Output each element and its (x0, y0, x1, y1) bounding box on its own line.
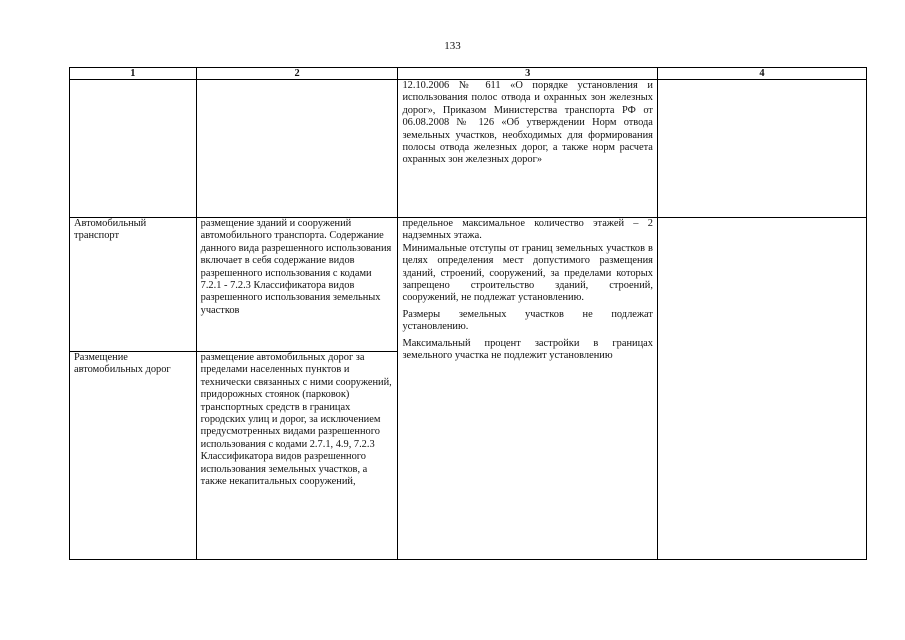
table-cell: размещение зданий и сооружений автомобильного транспорта. Содержание данного вида разрешенного использования включает в себя содержание видов разрешенного использования с кодами 7.2.1 - 7.2.3 Классификатора видов разрешенного использования земельных участков (196, 218, 398, 352)
paragraph: Максимальный процент застройки в границах земельного участка не подлежит установлению (402, 337, 653, 362)
table-header-row (70, 68, 867, 80)
column-header-3: 3 (398, 68, 657, 80)
table-cell: Автомобильный транспорт (70, 218, 197, 352)
table-cell-merged (398, 218, 657, 560)
table-cell: 12.10.2006 № 611 «О порядке установления и использования полос отвода и охранных зон железных дорог», Приказом Министерства транспорта РФ от 06.08.2008 № 126 «Об утверждении Норм отвода земельных участков, необходимых для формирования полосы отвода железных дорог, а также норм расчета охранных зон железных дорог» (398, 80, 657, 218)
paragraph: Минимальные отступы от границ земельных участков в целях определения мест допустимого размещения зданий, строений, сооружений, за пределами которых запрещено строительство зданий, строений, сооружений, не подлежат установлению. (402, 242, 653, 304)
table-cell (657, 80, 866, 218)
paragraph: предельное максимальное количество этажей – 2 надземных этажа. (402, 218, 653, 242)
land-use-table (69, 67, 867, 560)
page-number: 133 (444, 40, 461, 52)
column-header-1: 1 (70, 68, 197, 80)
paragraph: Размеры земельных участков не подлежат установлению. (402, 308, 653, 333)
column-header-2: 2 (196, 68, 398, 80)
table-cell (196, 80, 398, 218)
column-header-4: 4 (657, 68, 866, 80)
table-cell (70, 80, 197, 218)
table-row (70, 218, 867, 352)
table-row (70, 80, 867, 218)
table-cell: Размещение автомобильных дорог (70, 352, 197, 560)
table-cell (657, 218, 866, 560)
table-cell: размещение автомобильных дорог за пределами населенных пунктов и технически связанных с ними сооружений, придорожных стоянок (парковок) транспортных средств в границах городских улиц и дорог, за исключением предусмотренных видами разрешенного использования с кодами 2.7.1, 4.9, 7.2.3 Классификатора видов разрешенного использования земельных участков, а также некапитальных сооружений, (196, 352, 398, 560)
